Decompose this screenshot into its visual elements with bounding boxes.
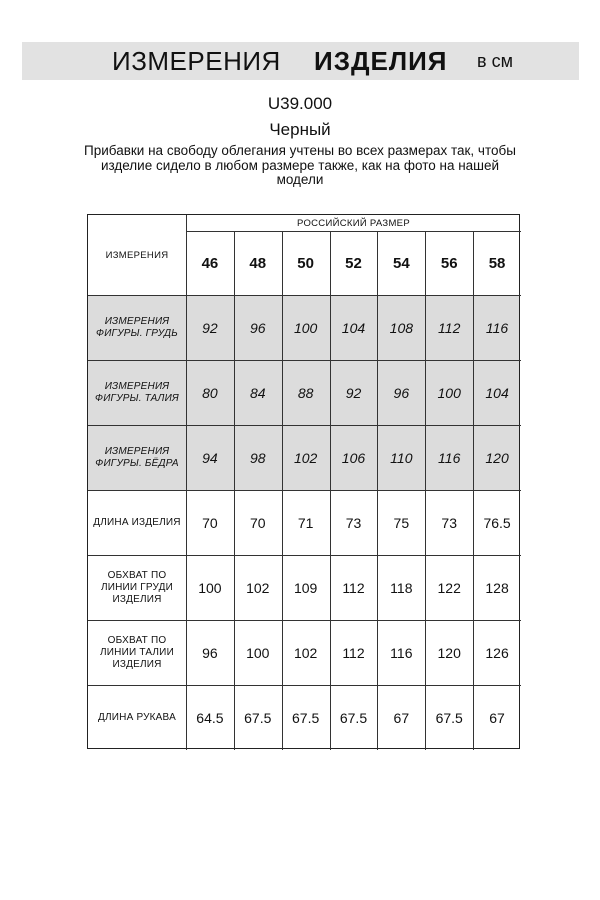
table-cell-value: 100 <box>198 579 222 596</box>
table-row-label: ДЛИНА ИЗДЕЛИЯ <box>93 516 181 528</box>
table-cell-value: 98 <box>249 449 266 466</box>
table-cell-value: 67 <box>393 709 410 726</box>
table-cell-value: 67.5 <box>292 709 320 726</box>
table-cell-value: 76.5 <box>483 514 511 531</box>
table-cell-value: 67.5 <box>244 709 272 726</box>
title-banner <box>22 42 579 80</box>
table-cell-value: 100 <box>437 384 461 401</box>
table-cell-value: 102 <box>293 644 318 661</box>
product-code: U39.000 <box>267 94 333 113</box>
header-measurements-label: ИЗМЕРЕНИЯ <box>105 249 169 261</box>
table-row-label: ИЗМЕРЕНИЯ ФИГУРЫ. ГРУДЬ <box>96 315 178 339</box>
table-cell-value: 126 <box>485 644 509 661</box>
table-cell-value: 110 <box>390 449 413 466</box>
banner-measurements: ИЗМЕРЕНИЯ <box>112 46 281 76</box>
table-cell-value: 71 <box>297 514 314 531</box>
table-cell-value: 96 <box>202 644 218 661</box>
size-column-header: 50 <box>297 254 314 272</box>
table-cell-value: 94 <box>202 449 218 466</box>
table-cell-value: 104 <box>341 319 366 336</box>
table-cell-value: 100 <box>246 644 270 661</box>
table-cell-value: 112 <box>438 319 461 336</box>
size-column-header: 56 <box>440 254 458 272</box>
table-cell-value: 102 <box>246 579 270 596</box>
table-cell-value: 116 <box>390 644 413 661</box>
table-cell-value: 118 <box>390 579 413 596</box>
table-cell-value: 116 <box>485 319 509 336</box>
table-grid-line <box>88 360 521 361</box>
table-cell-value: 96 <box>249 319 266 336</box>
table-cell-value: 92 <box>345 384 362 401</box>
table-cell-value: 122 <box>437 579 461 596</box>
table-cell-value: 75 <box>393 514 410 531</box>
table-cell-value: 70 <box>249 514 266 531</box>
table-cell-value: 100 <box>293 319 318 336</box>
size-column-header: 52 <box>345 254 362 272</box>
table-cell-value: 88 <box>297 384 314 401</box>
table-grid-line <box>88 425 521 426</box>
size-column-header: 58 <box>488 254 506 272</box>
table-cell-value: 92 <box>202 319 218 336</box>
table-cell-value: 108 <box>389 319 414 336</box>
table-cell-value: 104 <box>485 384 509 401</box>
table-row-label: ИЗМЕРЕНИЯ ФИГУРЫ. ТАЛИЯ <box>95 380 179 404</box>
table-cell-value: 67.5 <box>339 709 368 726</box>
table-cell-value: 84 <box>249 384 266 401</box>
table-grid-line <box>88 555 521 556</box>
table-grid-line <box>88 490 521 491</box>
table-cell-value: 120 <box>485 449 509 466</box>
banner-item: ИЗДЕЛИЯ <box>314 46 448 76</box>
size-column-header: 54 <box>393 254 410 272</box>
table-row-label: ДЛИНА РУКАВА <box>98 711 176 723</box>
table-grid-line <box>88 685 521 686</box>
table-cell-value: 73 <box>345 514 362 531</box>
size-column-header: 46 <box>201 254 219 272</box>
table-cell-value: 128 <box>485 579 509 596</box>
fit-note: Прибавки на свободу облегания учтены во всех размерах так, чтобы изделие сидело в любом размере также, как на фото на нашей модели <box>84 143 516 187</box>
table-cell-value: 116 <box>438 449 461 466</box>
table-cell-value: 112 <box>342 644 365 661</box>
table-row-label: ОБХВАТ ПО ЛИНИИ ГРУДИ ИЗДЕЛИЯ <box>100 569 174 605</box>
table-row-label: ОБХВАТ ПО ЛИНИИ ТАЛИИ ИЗДЕЛИЯ <box>100 634 174 670</box>
table-cell-value: 120 <box>437 644 461 661</box>
table-cell-value: 80 <box>202 384 218 401</box>
table-cell-value: 67 <box>489 709 505 726</box>
table-cell-value: 112 <box>342 579 365 596</box>
table-grid-line <box>88 620 521 621</box>
banner-unit: в см <box>477 51 513 71</box>
table-cell-value: 70 <box>202 514 218 531</box>
product-color: Черный <box>269 120 331 139</box>
table-cell-value: 67.5 <box>435 709 463 726</box>
table-cell-value: 102 <box>293 449 318 466</box>
table-cell-value: 109 <box>293 579 318 596</box>
size-table <box>87 214 520 749</box>
table-grid-line <box>88 295 521 296</box>
russian-size-label: РОССИЙСКИЙ РАЗМЕР <box>297 217 410 229</box>
size-column-header: 48 <box>249 254 267 272</box>
table-cell-value: 96 <box>393 384 410 401</box>
table-grid-line <box>186 231 521 232</box>
table-cell-value: 73 <box>441 514 457 531</box>
table-cell-value: 106 <box>341 449 366 466</box>
table-cell-value: 64.5 <box>196 709 224 726</box>
table-row-label: ИЗМЕРЕНИЯ ФИГУРЫ. БЁДРА <box>95 445 179 469</box>
